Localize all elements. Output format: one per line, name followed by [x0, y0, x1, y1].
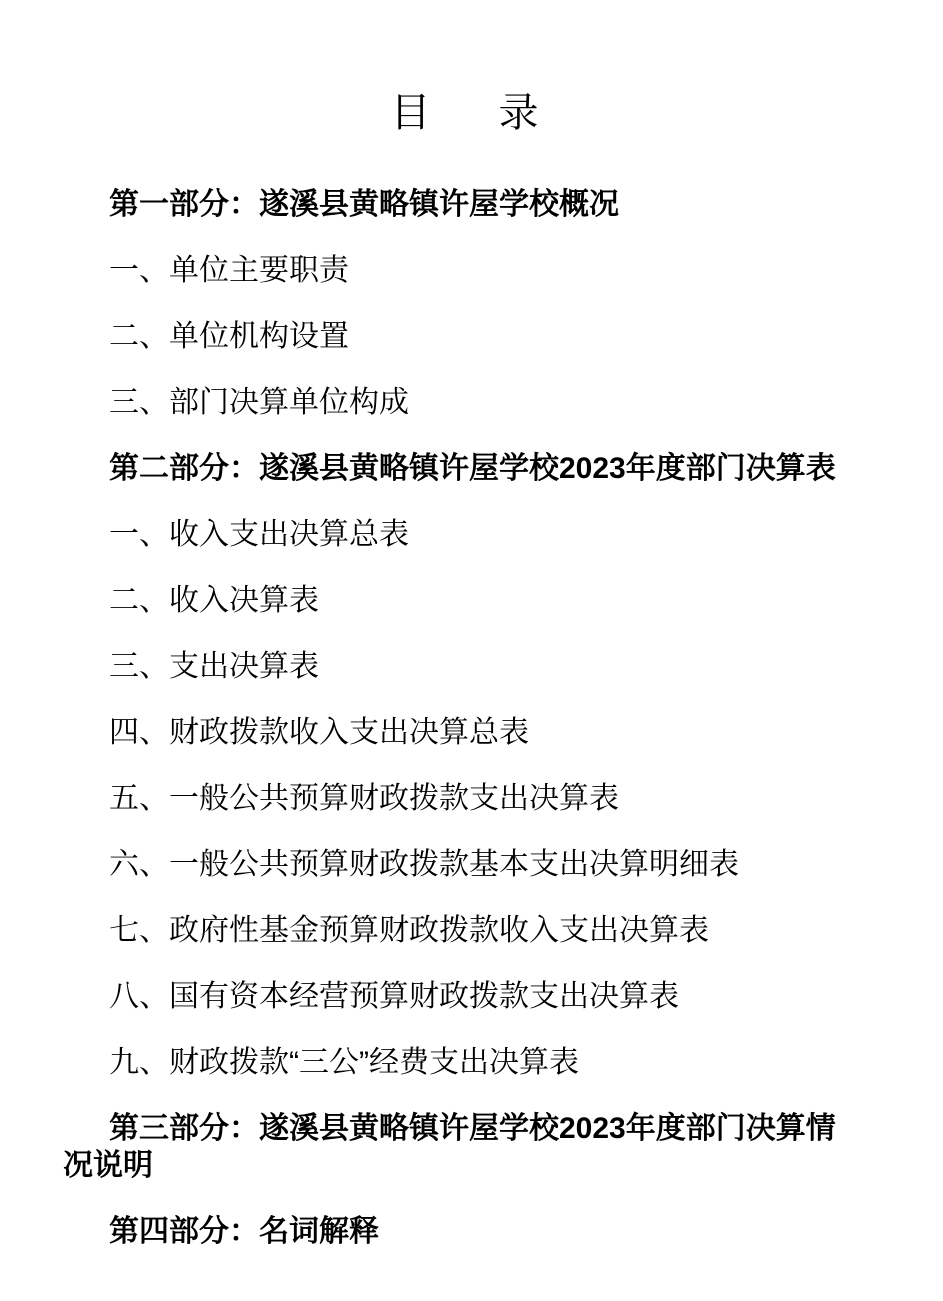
- toc-part-4-heading: 第四部分：名词解释: [109, 1215, 379, 1248]
- toc-part-2-item-4: 四、财政拨款收入支出决算总表: [109, 716, 529, 749]
- toc-part-1-item-2: 二、单位机构设置: [109, 320, 349, 353]
- toc-part-1-item-3: 三、部门决算单位构成: [109, 386, 409, 419]
- toc-part-1-heading: 第一部分：遂溪县黄略镇许屋学校概况: [109, 188, 619, 221]
- toc-part-3-heading: 第三部分：遂溪县黄略镇许屋学校2023年度部门决算情况说明: [63, 1112, 836, 1182]
- toc-part-2-item-6: 六、一般公共预算财政拨款基本支出决算明细表: [109, 848, 739, 881]
- page-title: 目 录: [390, 91, 553, 135]
- table-of-contents: [0, 186, 853, 1250]
- toc-part-2-item-3: 三、支出决算表: [109, 650, 319, 683]
- toc-part-2-item-2: 二、收入决算表: [109, 584, 319, 617]
- toc-part-2-item-1: 一、收入支出决算总表: [109, 518, 409, 551]
- toc-part-2-item-7: 七、政府性基金预算财政拨款收入支出决算表: [109, 914, 709, 947]
- toc-part-1-item-1: 一、单位主要职责: [109, 254, 349, 287]
- toc-part-2-item-5: 五、一般公共预算财政拨款支出决算表: [109, 782, 619, 815]
- toc-part-2-item-8: 八、国有资本经营预算财政拨款支出决算表: [109, 980, 679, 1013]
- toc-part-2-heading: 第二部分：遂溪县黄略镇许屋学校2023年度部门决算表: [109, 452, 836, 485]
- toc-part-2-item-9: 九、财政拨款“三公”经费支出决算表: [109, 1046, 579, 1079]
